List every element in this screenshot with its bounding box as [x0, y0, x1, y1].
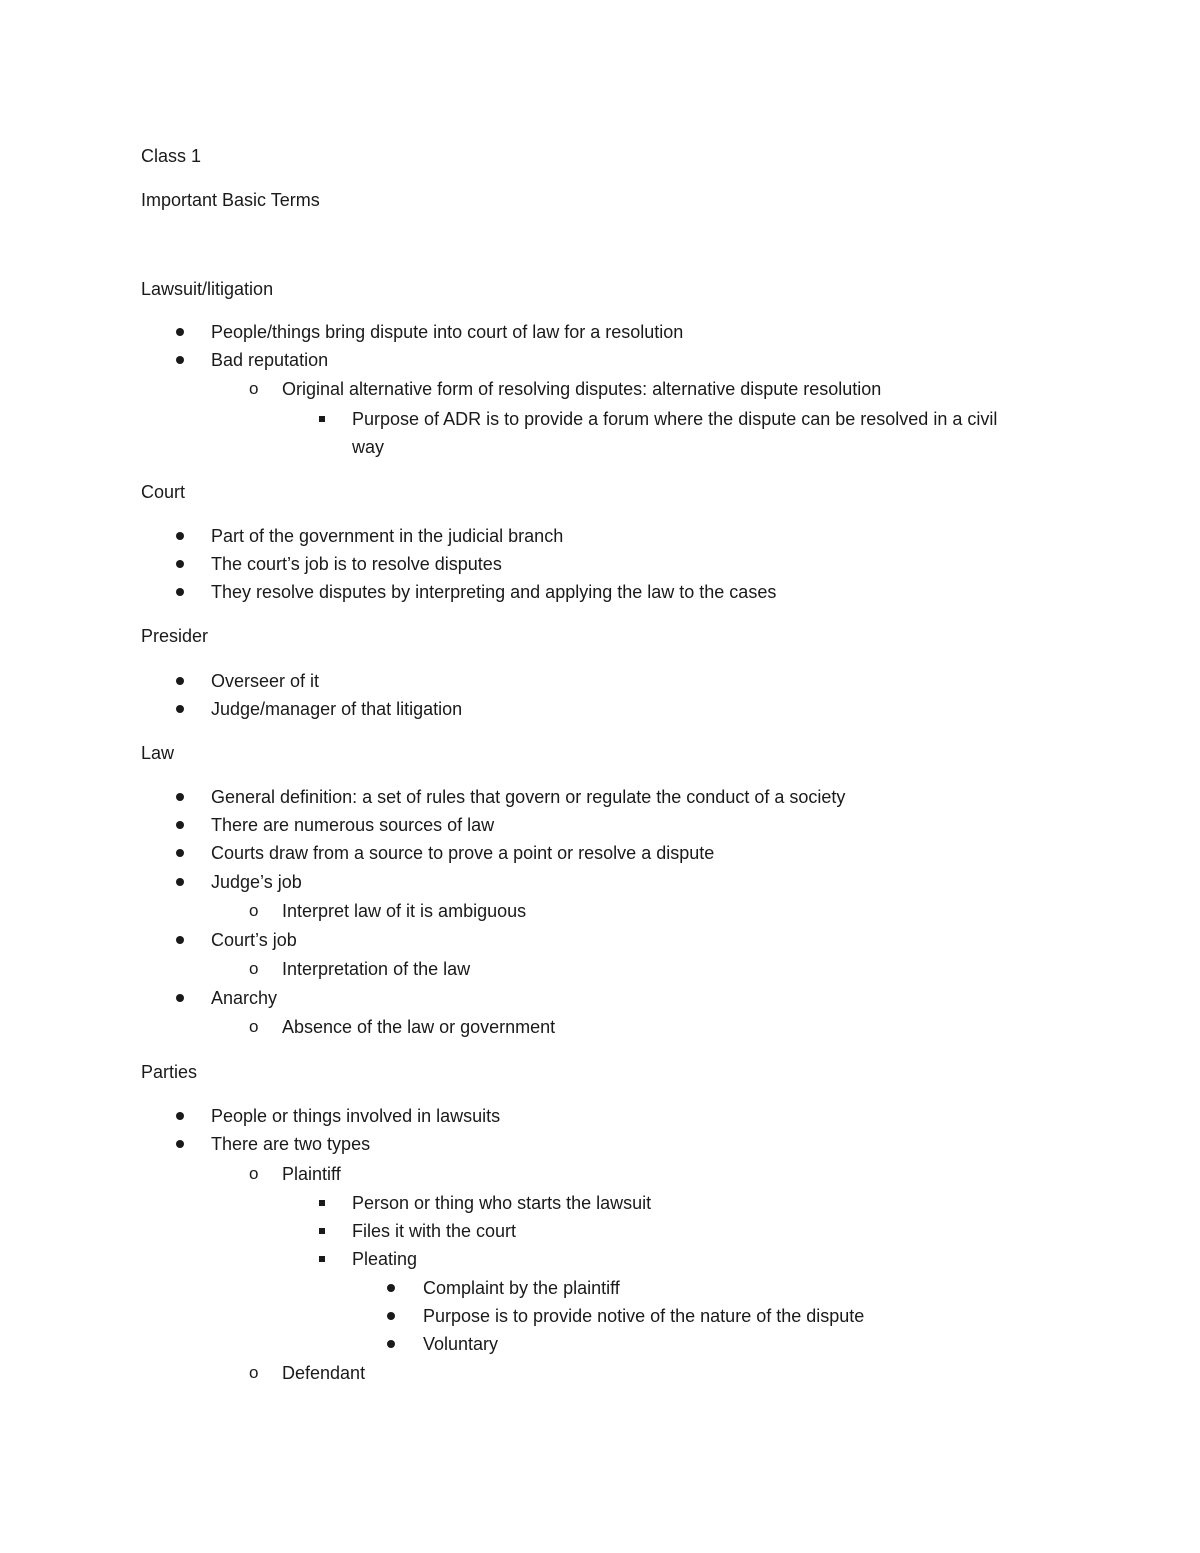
section-heading-presider: Presider [141, 626, 209, 646]
list-item: There are two types [211, 1134, 371, 1154]
list-item: Anarchy [211, 988, 278, 1008]
list-item: Files it with the court [352, 1221, 517, 1241]
bullet-icon [176, 532, 184, 540]
list-item: There are numerous sources of law [211, 815, 495, 835]
list-item: General definition: a set of rules that govern or regulate the conduct of a society [211, 787, 846, 807]
list-item: Judge/manager of that litigation [211, 699, 463, 719]
bullet-icon [176, 878, 184, 886]
bullet-icon [176, 793, 184, 801]
bullet-icon [176, 1140, 184, 1148]
square-bullet-icon [319, 1256, 325, 1262]
document-subtitle: Important Basic Terms [141, 190, 320, 210]
bullet-icon [176, 936, 184, 944]
list-item: Overseer of it [211, 671, 320, 691]
section-heading-law: Law [141, 743, 175, 763]
list-item: Interpret law of it is ambiguous [282, 901, 527, 921]
section-heading-lawsuit: Lawsuit/litigation [141, 279, 274, 299]
list-item: Purpose is to provide notive of the nature of the dispute [423, 1306, 865, 1326]
list-item: Person or thing who starts the lawsuit [352, 1193, 652, 1213]
bullet-icon [387, 1284, 395, 1292]
list-item: People/things bring dispute into court of law for a resolution [211, 322, 684, 342]
list-item: Purpose of ADR is to provide a forum where the dispute can be resolved in a civil [352, 409, 998, 429]
list-item: Courts draw from a source to prove a point or resolve a dispute [211, 843, 715, 863]
circle-bullet-icon: o [249, 901, 259, 920]
section-heading-court: Court [141, 482, 186, 502]
list-item: Original alternative form of resolving disputes: alternative dispute resolution [282, 379, 882, 399]
circle-bullet-icon: o [249, 1164, 259, 1183]
list-item: Bad reputation [211, 350, 329, 370]
list-item: The court’s job is to resolve disputes [211, 554, 502, 574]
section-heading-parties: Parties [141, 1062, 198, 1082]
bullet-icon [176, 821, 184, 829]
document-title: Class 1 [141, 146, 202, 166]
list-item: Voluntary [423, 1334, 499, 1354]
bullet-icon [387, 1312, 395, 1320]
list-item: Pleating [352, 1249, 418, 1269]
bullet-icon [176, 849, 184, 857]
circle-bullet-icon: o [249, 959, 259, 978]
bullet-icon [176, 328, 184, 336]
list-item-continuation: way [352, 437, 385, 457]
bullet-icon [176, 705, 184, 713]
bullet-icon [176, 560, 184, 568]
square-bullet-icon [319, 1228, 325, 1234]
list-item: Interpretation of the law [282, 959, 471, 979]
bullet-icon [176, 1112, 184, 1120]
square-bullet-icon [319, 1200, 325, 1206]
bullet-icon [176, 588, 184, 596]
bullet-icon [176, 994, 184, 1002]
list-item: They resolve disputes by interpreting and applying the law to the cases [211, 582, 777, 602]
list-item: Judge’s job [211, 872, 302, 892]
bullet-icon [387, 1340, 395, 1348]
list-item: Court’s job [211, 930, 297, 950]
list-item: Defendant [282, 1363, 366, 1383]
list-item: People or things involved in lawsuits [211, 1106, 501, 1126]
list-item: Plaintiff [282, 1164, 341, 1184]
circle-bullet-icon: o [249, 379, 259, 398]
list-item: Part of the government in the judicial branch [211, 526, 564, 546]
square-bullet-icon [319, 416, 325, 422]
bullet-icon [176, 356, 184, 364]
bullet-icon [176, 677, 184, 685]
list-item: Complaint by the plaintiff [423, 1278, 620, 1298]
circle-bullet-icon: o [249, 1363, 259, 1382]
circle-bullet-icon: o [249, 1017, 259, 1036]
list-item: Absence of the law or government [282, 1017, 556, 1037]
